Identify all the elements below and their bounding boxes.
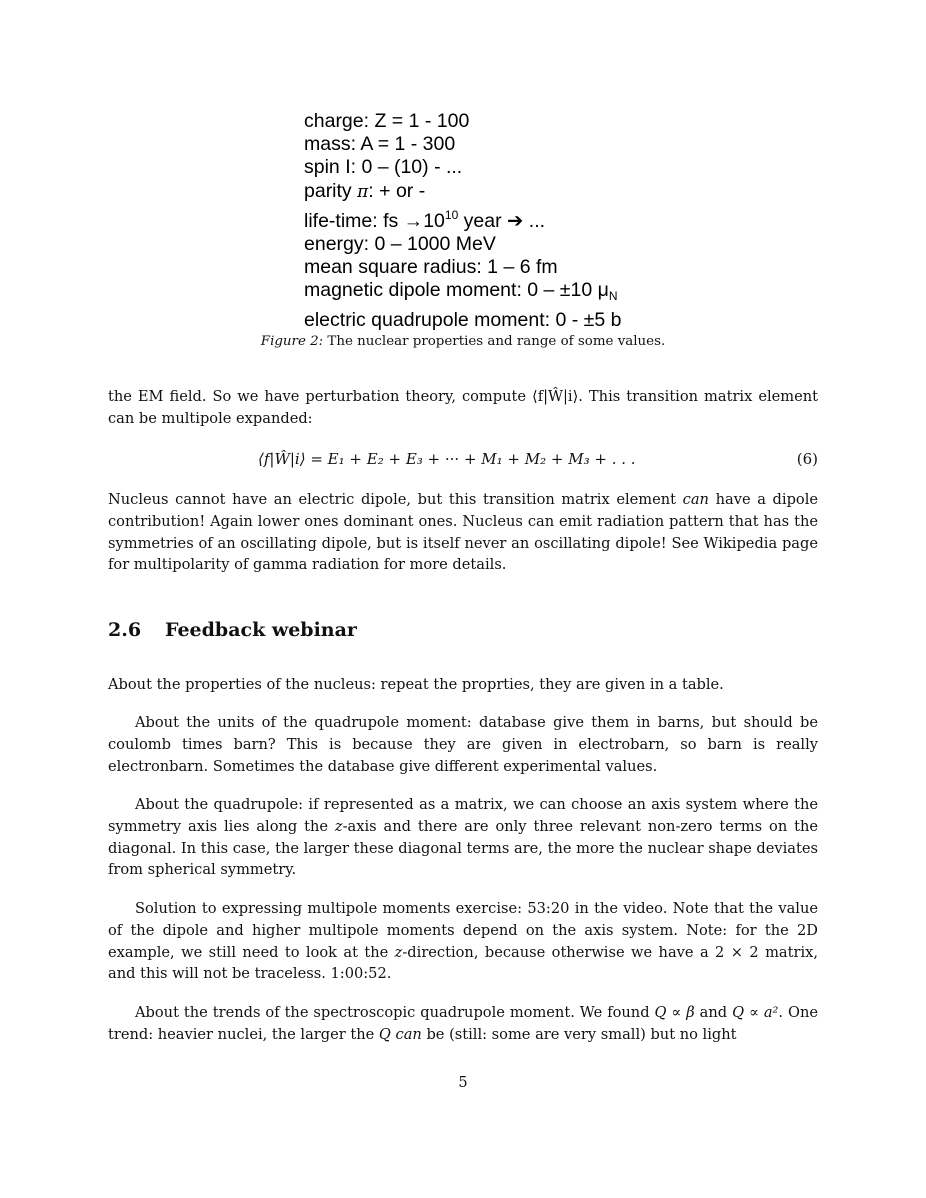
figure-line-magnetic [304, 279, 724, 308]
figure-line-quadrupole: electric quadrupole moment: 0 - ±5 b [304, 308, 622, 331]
magnetic-prefix: magnetic dipole moment: 0 – ±10 [304, 279, 598, 302]
figure-line-mass: mass: A = 1 - 300 [304, 133, 456, 156]
paragraph-properties: About the properties of the nucleus: repeat the proprties, they are given in a table. [108, 676, 724, 693]
caption-label: Figure 2: [260, 334, 324, 349]
section-heading [108, 619, 357, 641]
parity-symbol: π [357, 181, 369, 202]
para7-math-c: Q [378, 1025, 391, 1043]
parity-prefix: parity [304, 179, 358, 202]
paragraph-dipole [108, 489, 818, 576]
paragraph-units: About the units of the quadrupole moment: database give them in barns, but should be coulomb times barn? This is because they are given in electrobarn, so barn is really electronbarn. Sometimes the database give different experimental values. [108, 714, 818, 775]
figure-line-charge: charge: Z = 1 - 100 [304, 110, 470, 132]
para7-math-a: Q ∝ β [654, 1004, 695, 1021]
equation-6 [108, 450, 818, 474]
para7-emphasis: can [395, 1025, 422, 1043]
paragraph-exercise-solution [108, 898, 818, 985]
para5-text-b: -axis and there are only three relevant non-zero terms on the diagonal. In this case, the larger these diagonal terms are, the more the nuclear shape deviates from spherical symmetry. [108, 817, 819, 879]
magnetic-unit-subscript: N [608, 289, 618, 304]
para7-text-e: be (still: some are very small) but no light [421, 1025, 737, 1043]
para7-math-b: Q ∝ a² [732, 1004, 779, 1021]
parity-suffix: : + or - [368, 179, 426, 202]
equation-body: ⟨f|Ŵ|i⟩ = E₁ + E₂ + E₃ + ··· + M₁ + M₂ + M₃ + . . . [258, 450, 636, 468]
figure-line-spin: spin I: 0 – (10) - ... [304, 156, 463, 179]
paragraph-quadrupole-matrix [108, 794, 818, 881]
paragraph-transition-matrix: the EM field. So we have perturbation theory, compute ⟨f|Ŵ|i⟩. This transition matrix element can be multipole expanded: [108, 388, 818, 427]
figure-caption [0, 334, 926, 349]
para7-text-a: About the trends of the spectroscopic quadrupole moment. We found [135, 1004, 655, 1021]
figure-line-lifetime [304, 204, 724, 233]
section-number: 2.6 [108, 619, 142, 641]
magnetic-unit: μ [597, 279, 609, 302]
para6-text-a: Solution to expressing multipole moments exercise: 53:20 in the video. Note that the value of the dipole and higher multipole moments depend on the axis system. Note: for the 2D example, we still need to look at the [108, 900, 818, 961]
nuclear-properties-figure [304, 110, 724, 332]
caption-text: The nuclear properties and range of some values. [323, 334, 666, 349]
page-number: 5 [458, 1074, 468, 1091]
para7-text-b: and [694, 1004, 733, 1021]
lifetime-suffix: year ➔ ... [458, 209, 546, 232]
para6-axis: z [394, 943, 403, 961]
figure-line-parity [304, 180, 724, 204]
figure-line-energy: energy: 0 – 1000 MeV [304, 233, 496, 256]
para2-text-a: Nucleus cannot have an electric dipole, but this transition matrix element [108, 491, 683, 508]
section-title: Feedback webinar [165, 619, 357, 641]
para5-axis: z [334, 817, 343, 835]
para2-text-b: have a dipole contribution! Again lower ones dominant ones. Nucleus can emit radiation pattern that has the symmetries of an oscillating dipole, but is itself never an oscillating dipole! See Wikipedia page for multipolarity of gamma radiation for more details. [108, 491, 818, 574]
lifetime-prefix: life-time: fs → [304, 209, 424, 232]
equation-number: (6) [796, 450, 818, 468]
paragraph-trends [108, 1002, 818, 1046]
lifetime-exponent: 10 [444, 207, 459, 222]
para7-text-c: . One trend: heavier nuclei, the larger the [108, 1004, 818, 1043]
figure-line-radius: mean square radius: 1 – 6 fm [304, 256, 558, 279]
para5-text-a: About the quadrupole: if represented as a matrix, we can choose an axis system where the symmetry axis lies along the [108, 796, 818, 835]
lifetime-base: 10 [423, 209, 445, 232]
para6-text-b: -direction, because otherwise we have a 2 × 2 matrix, and this will not be traceless. 1:00:52. [108, 943, 818, 983]
para2-emphasis: can [682, 491, 709, 508]
